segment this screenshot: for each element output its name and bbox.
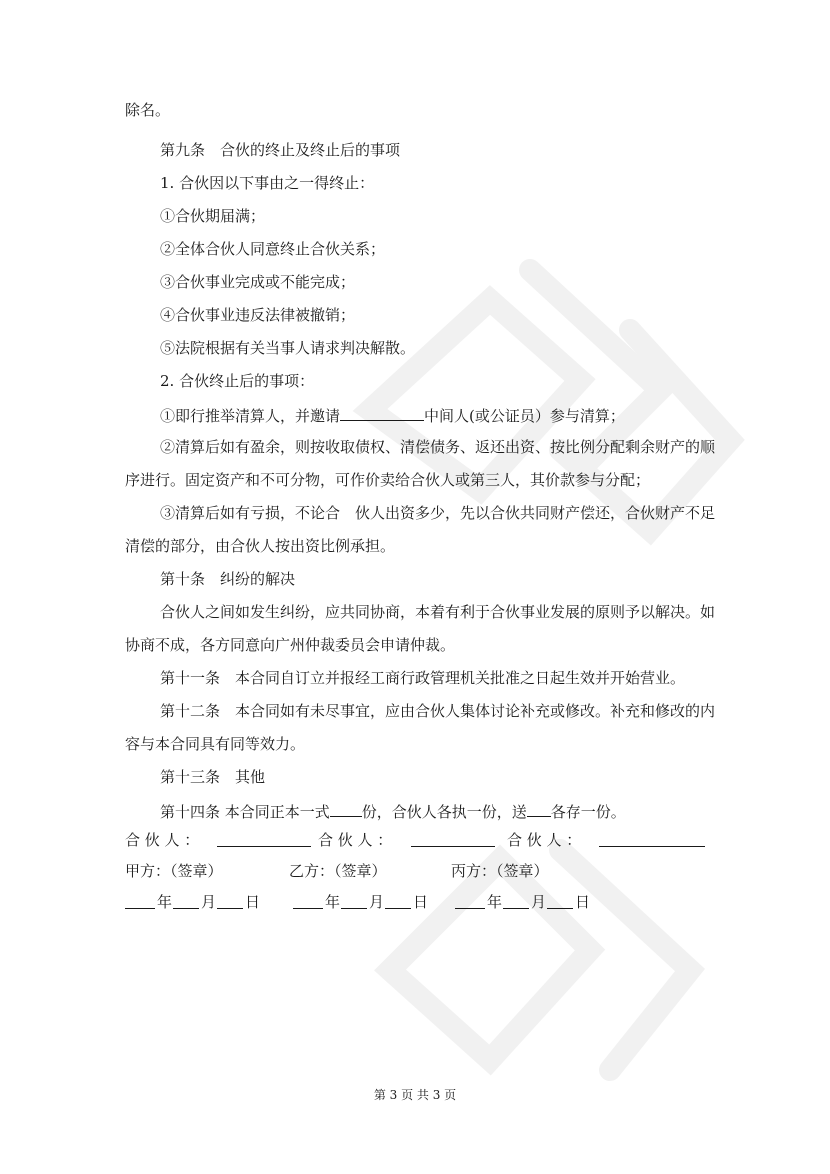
text-segment: 第十四条 本合同正本一式: [160, 803, 330, 821]
text-line-5: ②全体合伙人同意终止合伙关系；: [160, 240, 386, 258]
month-blank: [341, 892, 367, 909]
article-11: 第十一条 本合同自订立并报经工商行政管理机关批准之日起生效并开始营业。: [160, 669, 686, 687]
party-c-seal: 丙方：（签章）: [451, 862, 549, 880]
day-blank: [547, 892, 573, 909]
text-line-8: ⑤法院根据有关当事人请求判决解散。: [160, 339, 416, 357]
year-blank: [293, 892, 323, 909]
partner-label-2: 合 伙 人 ：: [318, 831, 393, 849]
text-line-20: 容与本合同具有同等效力。: [125, 735, 306, 753]
day-label: 日: [575, 893, 591, 911]
month-label: 月: [531, 893, 547, 911]
party-b-seal: 乙方：（签章）: [289, 862, 387, 880]
partner-label-3: 合 伙 人 ：: [507, 831, 582, 849]
partner-blank-2: [411, 830, 495, 847]
month-blank: [173, 892, 199, 909]
partner-row: [125, 830, 715, 852]
partner-blank-1: [217, 830, 311, 847]
party-a-seal: 甲方：（签章）: [125, 862, 223, 880]
text-segment: ①即行推举清算人，并邀请: [160, 407, 341, 425]
month-label: 月: [369, 893, 385, 911]
text-line-7: ④合伙事业违反法律被撤销；: [160, 306, 356, 324]
article-13: 第十三条 其他: [160, 768, 266, 786]
year-blank: [455, 892, 485, 909]
text-segment: 各存一份。: [550, 803, 626, 821]
partner-blank-3: [599, 830, 705, 847]
text-line-11: ②清算后如有盈余，则按收取债权、清偿债务、返还出资、按比例分配剩余财产的顺: [160, 438, 716, 456]
text-segment: 中间人(或公证员）参与清算；: [424, 407, 625, 425]
text-line-3: 1. 合伙因以下事由之一得终止：: [160, 174, 375, 192]
text-line-14: 清偿的部分，由合伙人按出资比例承担。: [125, 537, 396, 555]
text-line-1: 除名。: [125, 101, 171, 119]
article-10-heading: 第十条 纠纷的解决: [160, 570, 296, 588]
date-row: [125, 892, 715, 914]
text-line-12: 序进行。固定资产和不可分物，可作价卖给合伙人或第三人，其价款参与分配；: [125, 471, 651, 489]
day-label: 日: [245, 893, 261, 911]
month-blank: [503, 892, 529, 909]
partner-label-1: 合 伙 人 ：: [125, 831, 200, 849]
blank-line: [527, 800, 551, 817]
text-line-16: 合伙人之间如发生纠纷，应共同协商，本着有利于合伙事业发展的原则予以解决。如: [160, 603, 716, 621]
seal-row: [125, 861, 715, 883]
day-label: 日: [413, 893, 429, 911]
blank-line: [330, 800, 362, 817]
article-14: [160, 800, 715, 822]
month-label: 月: [201, 893, 217, 911]
text-line-6: ③合伙事业完成或不能完成；: [160, 273, 356, 291]
text-line-17: 协商不成，各方同意向广州仲裁委员会申请仲裁。: [125, 636, 456, 654]
blank-line: [340, 404, 424, 421]
text-line-4: ①合伙期届满；: [160, 207, 266, 225]
article-9-heading: 第九条 合伙的终止及终止后的事项: [160, 141, 401, 159]
article-12: 第十二条 本合同如有未尽事宜，应由合伙人集体讨论补充或修改。补充和修改的内: [160, 702, 716, 720]
text-segment: 份，合伙人各执一份，送: [361, 803, 527, 821]
year-label: 年: [325, 893, 341, 911]
day-blank: [385, 892, 411, 909]
day-blank: [217, 892, 243, 909]
page-footer: 第 3 页 共 3 页: [373, 1088, 457, 1102]
year-label: 年: [157, 893, 173, 911]
year-blank: [125, 892, 155, 909]
text-line-9: 2. 合伙终止后的事项：: [160, 372, 315, 390]
text-line-10: [160, 404, 715, 426]
year-label: 年: [487, 893, 503, 911]
text-line-13: ③清算后如有亏损，不论合 伙人出资多少，先以合伙共同财产偿还，合伙财产不足: [160, 504, 716, 522]
